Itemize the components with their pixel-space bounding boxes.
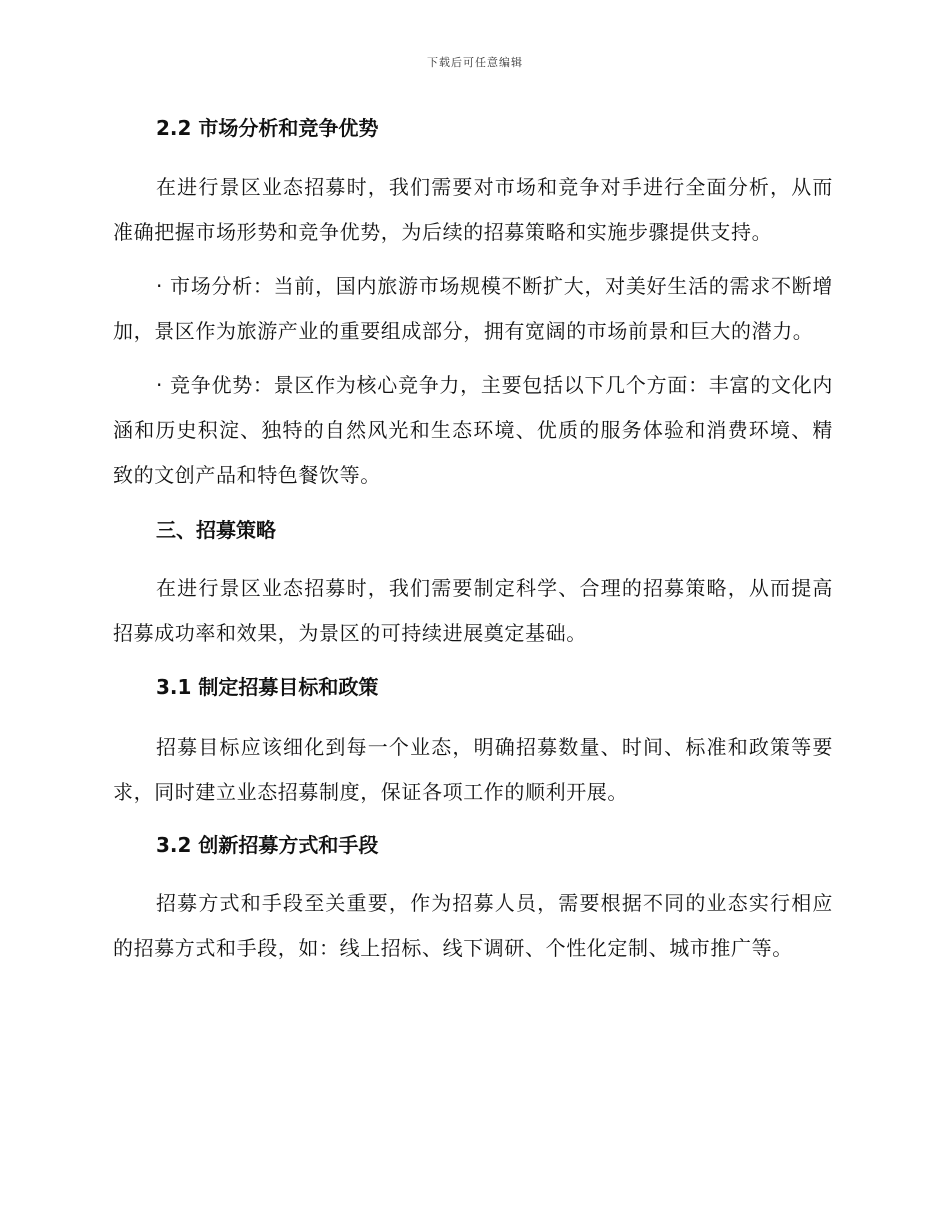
section-heading-3-1: 3.1 制定招募目标和政策 xyxy=(156,675,379,699)
paragraph-competitive-advantage: · 竞争优势：景区作为核心竞争力，主要包括以下几个方面：丰富的文化内涵和历史积淀、独特的自然风光和生态环境、优质的服务体验和消费环境、精致的文创产品和特色餐饮等。 xyxy=(113,373,833,487)
section-heading-3: 三、招募策略 xyxy=(156,518,276,542)
paragraph-3-2: 招募方式和手段至关重要，作为招募人员，需要根据不同的业态实行相应的招募方式和手段，如：线上招标、线下调研、个性化定制、城市推广等。 xyxy=(113,891,833,960)
section-heading-3-2: 3.2 创新招募方式和手段 xyxy=(156,833,379,857)
paragraph-market-analysis: · 市场分析：当前，国内旅游市场规模不断扩大，对美好生活的需求不断增加，景区作为旅游产业的重要组成部分，拥有宽阔的市场前景和巨大的潜力。 xyxy=(113,274,833,343)
page-header: 下载后可任意编辑 xyxy=(427,56,523,69)
paragraph-3-intro: 在进行景区业态招募时，我们需要制定科学、合理的招募策略，从而提高招募成功率和效果，为景区的可持续进展奠定基础。 xyxy=(113,576,833,645)
section-heading-2-2: 2.2 市场分析和竞争优势 xyxy=(156,116,379,140)
document-body xyxy=(113,112,833,971)
paragraph-2-2-intro: 在进行景区业态招募时，我们需要对市场和竞争对手进行全面分析，从而准确把握市场形势和竞争优势，为后续的招募策略和实施步骤提供支持。 xyxy=(113,175,833,244)
paragraph-3-1: 招募目标应该细化到每一个业态，明确招募数量、时间、标准和政策等要求，同时建立业态招募制度，保证各项工作的顺利开展。 xyxy=(113,735,833,804)
